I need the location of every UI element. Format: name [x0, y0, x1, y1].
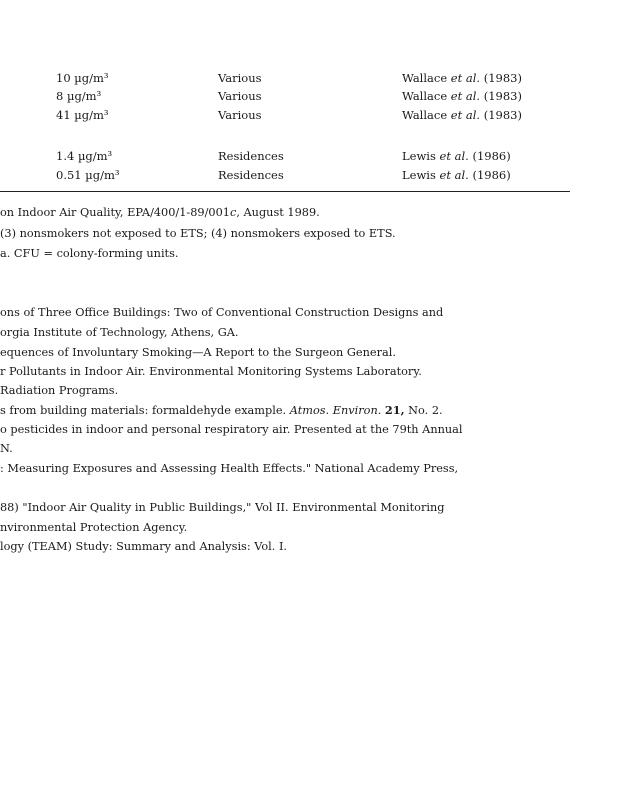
location: Residences	[218, 168, 284, 182]
reference-line: 88) "Indoor Air Quality in Public Buildings," Vol II. Environmental Monitoring	[0, 501, 445, 514]
table-row	[0, 148, 627, 164]
reference-line: ons of Three Office Buildings: Two of Conventional Construction Designs and	[0, 306, 444, 319]
concentration-value: 0.51 µg/m³	[56, 168, 120, 182]
table-row	[0, 88, 627, 104]
table-row	[0, 167, 627, 183]
table-note: on Indoor Air Quality, EPA/400/1-89/001c, August 1989.	[0, 206, 320, 219]
reference-line: logy (TEAM) Study: Summary and Analysis: Vol. I.	[0, 540, 288, 553]
reference-line: r Pollutants in Indoor Air. Environmental Monitoring Systems Laboratory.	[0, 365, 422, 378]
reference-line: : Measuring Exposures and Assessing Health Effects." National Academy Press,	[0, 462, 459, 475]
table-row	[0, 70, 627, 86]
table-bottom-rule	[0, 191, 570, 192]
reference-line: Radiation Programs.	[0, 384, 119, 397]
reference: Wallace et al. (1983)	[402, 108, 522, 122]
concentration-value: 8 µg/m³	[56, 89, 102, 103]
concentration-value: 1.4 µg/m³	[56, 149, 113, 163]
reference-line: o pesticides in indoor and personal respiratory air. Presented at the 79th Annual	[0, 423, 463, 436]
reference: Lewis et al. (1986)	[402, 149, 511, 163]
table-note: a. CFU = colony-forming units.	[0, 247, 179, 260]
location: Residences	[218, 149, 284, 163]
table-note: (3) nonsmokers not exposed to ETS; (4) nonsmokers exposed to ETS.	[0, 227, 396, 240]
location: Various	[218, 108, 262, 122]
reference-line: s from building materials: formaldehyde example. Atmos. Environ. 21, No. 2.	[0, 403, 443, 417]
reference: Lewis et al. (1986)	[402, 168, 511, 182]
location: Various	[218, 89, 262, 103]
reference-line: equences of Involuntary Smoking—A Report to the Surgeon General.	[0, 346, 396, 359]
reference-line: N.	[0, 442, 13, 455]
reference: Wallace et al. (1983)	[402, 89, 522, 103]
reference: Wallace et al. (1983)	[402, 71, 522, 85]
concentration-value: 10 µg/m³	[56, 71, 109, 85]
table-row	[0, 107, 627, 123]
location: Various	[218, 71, 262, 85]
reference-line: nvironmental Protection Agency.	[0, 521, 188, 534]
concentration-value: 41 µg/m³	[56, 108, 109, 122]
reference-line: orgia Institute of Technology, Athens, GA.	[0, 326, 239, 339]
